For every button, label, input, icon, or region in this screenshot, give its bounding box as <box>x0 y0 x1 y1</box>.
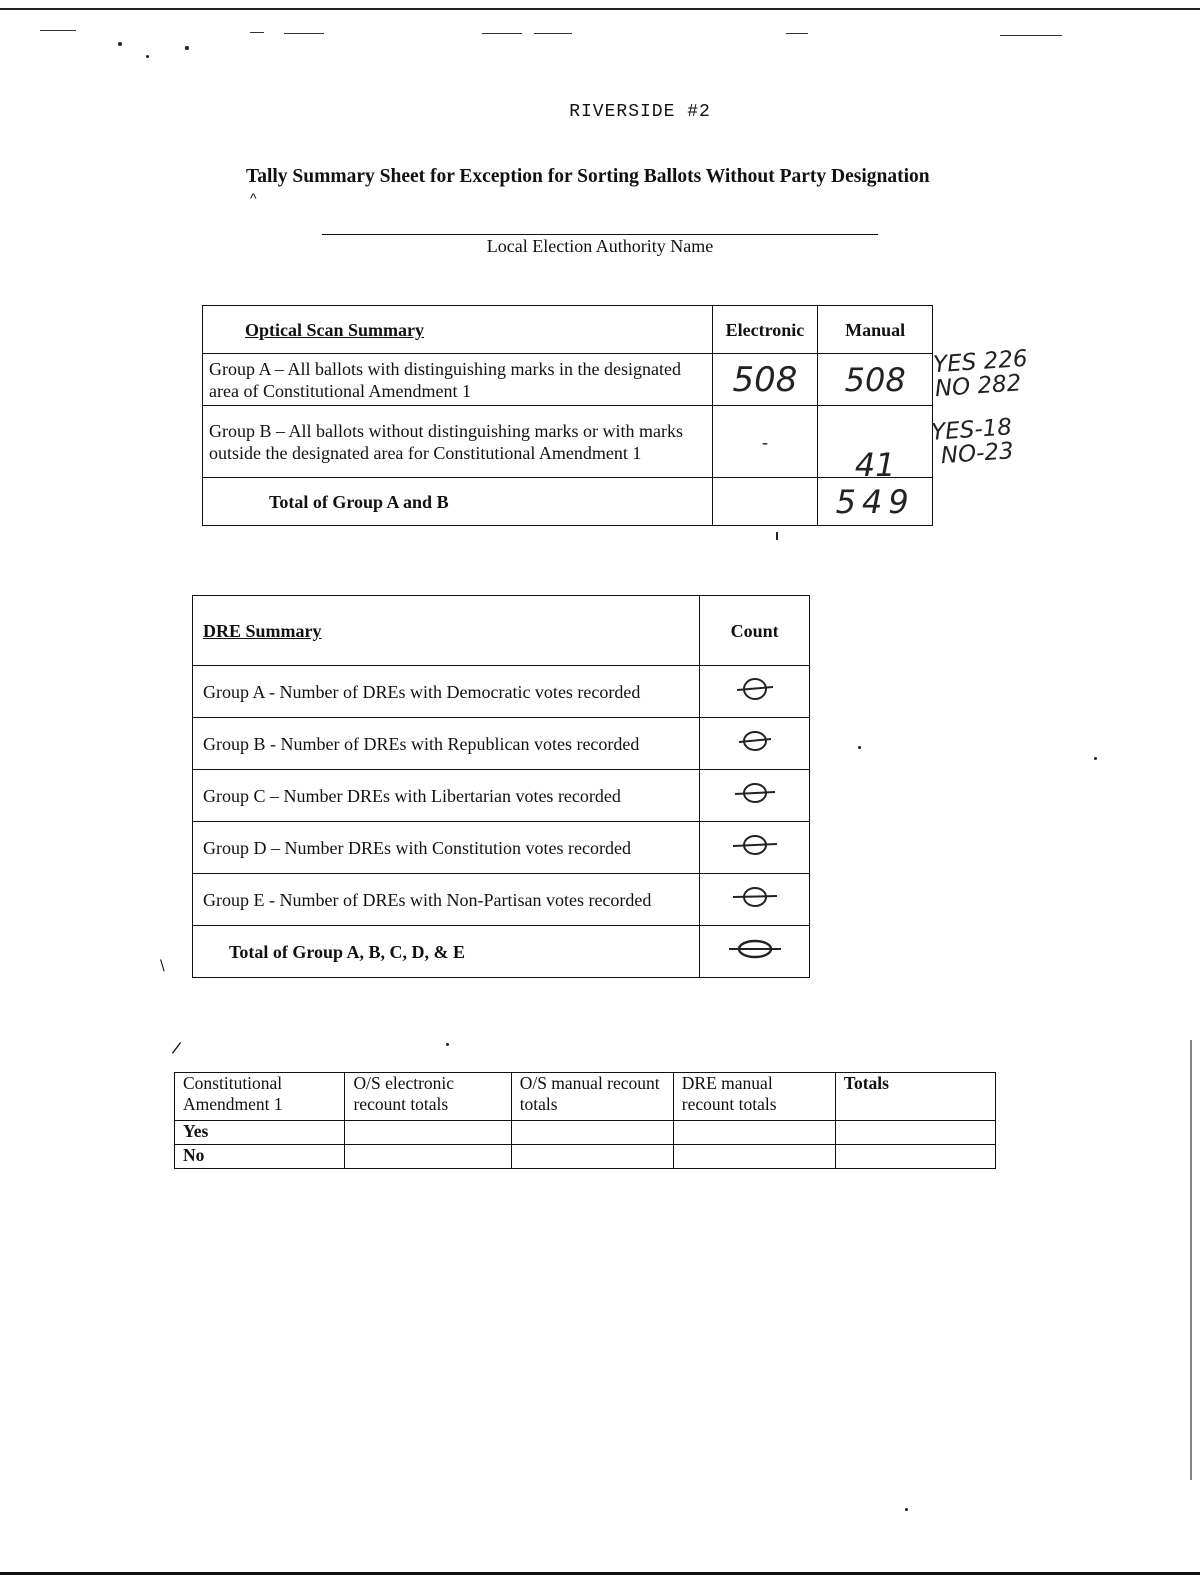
no-dre-manual-cell <box>673 1145 835 1169</box>
slashed-zero-mark <box>725 674 785 704</box>
slashed-zero-mark <box>725 830 785 860</box>
totals-column-header: Totals <box>835 1073 995 1121</box>
yes-totals-cell <box>835 1121 995 1145</box>
dre-group-d-count <box>700 822 810 874</box>
scan-artifact: \ <box>160 958 165 974</box>
table-row <box>193 718 810 770</box>
scan-artifact <box>284 33 324 34</box>
table-row <box>203 406 933 478</box>
note-no-b: NO-23 <box>940 438 1015 470</box>
no-os-electronic-cell <box>345 1145 511 1169</box>
scan-speck <box>1094 757 1097 760</box>
table-row <box>193 770 810 822</box>
table-row <box>175 1145 996 1169</box>
group-a-electronic: 508 <box>712 354 818 406</box>
dre-total-label: Total of Group A, B, C, D, & E <box>193 926 700 978</box>
yes-dre-manual-cell <box>673 1121 835 1145</box>
note-yes-a: YES 226 <box>932 345 1029 379</box>
group-b-label: Group B – All ballots without distinguishing marks or with marks outside the designated area for Constitutional Amendment 1 <box>203 406 713 478</box>
scan-edge-top <box>0 8 1200 10</box>
dre-group-c-count <box>700 770 810 822</box>
authority-signature-line <box>322 234 878 235</box>
optical-scan-table <box>202 305 933 526</box>
optical-scan-header <box>203 306 713 354</box>
group-a-label: Group A – All ballots with distinguishing marks in the designated area of Constitutional Amendment 1 <box>203 354 713 406</box>
page-header: RIVERSIDE #2 <box>569 102 711 122</box>
scan-edge-bottom <box>0 1572 1200 1575</box>
note-no-a: NO 282 <box>934 370 1023 403</box>
total-a-b-label: Total of Group A and B <box>203 478 713 526</box>
dre-summary-table <box>192 595 810 978</box>
yes-os-manual-cell <box>511 1121 673 1145</box>
dre-total-count <box>700 926 810 978</box>
margin-note-group-a <box>932 347 1030 401</box>
dre-group-e-label-text: Group E - Number of DREs with Non-Partisan votes recorded <box>203 889 652 910</box>
scan-speck <box>858 746 861 749</box>
dre-summary-header-text: DRE Summary <box>203 620 322 641</box>
yes-os-electronic-cell <box>345 1121 511 1145</box>
dre-group-b-count <box>700 718 810 770</box>
scan-edge-right <box>1190 1040 1192 1480</box>
os-manual-column-header: O/S manual recount totals <box>511 1073 673 1121</box>
table-total-row <box>203 478 933 526</box>
group-a-manual: 508 <box>818 354 933 406</box>
scan-speck <box>905 1508 908 1511</box>
dre-group-e-count <box>700 874 810 926</box>
scan-speck <box>146 55 149 58</box>
no-totals-cell <box>835 1145 995 1169</box>
table-row <box>175 1121 996 1145</box>
scan-artifact <box>40 30 76 31</box>
dre-group-c-label: Group C – Number DREs with Libertarian votes recorded <box>193 770 700 822</box>
table-total-row <box>193 926 810 978</box>
table-header-row <box>193 596 810 666</box>
scan-artifact <box>250 32 264 33</box>
table-header-row <box>203 306 933 354</box>
yes-row-label: Yes <box>175 1121 345 1145</box>
table-row <box>193 874 810 926</box>
dre-group-b-label: Group B - Number of DREs with Republican votes recorded <box>193 718 700 770</box>
scan-artifact <box>534 33 572 34</box>
slashed-zero-mark <box>725 882 785 912</box>
no-row-label: No <box>175 1145 345 1169</box>
margin-note-group-b <box>930 415 1014 469</box>
dre-group-d-label: Group D – Number DREs with Constitution votes recorded <box>193 822 700 874</box>
dre-manual-column-header: DRE manual recount totals <box>673 1073 835 1121</box>
scan-speck <box>185 46 189 50</box>
table-row <box>203 354 933 406</box>
dre-group-a-label: Group A - Number of DREs with Democratic votes recorded <box>193 666 700 718</box>
slashed-zero-mark <box>725 726 785 756</box>
table-row <box>193 666 810 718</box>
total-a-b-electronic <box>712 478 818 526</box>
scan-speck <box>776 532 778 540</box>
authority-label: Local Election Authority Name <box>486 236 714 256</box>
sheet-title: Tally Summary Sheet for Exception for Sorting Ballots Without Party Designation <box>246 166 930 187</box>
scan-artifact <box>786 33 808 34</box>
scan-speck <box>118 42 122 46</box>
table-row <box>193 822 810 874</box>
scan-artifact <box>482 33 522 34</box>
dre-group-e-label <box>193 874 700 926</box>
slashed-zero-mark <box>725 778 785 808</box>
scan-artifact <box>1000 35 1062 36</box>
optical-scan-header-text: Optical Scan Summary <box>245 319 425 340</box>
scan-speck <box>446 1043 449 1046</box>
slashed-zero-mark <box>725 934 785 964</box>
check-mark: / <box>170 1037 183 1058</box>
dre-summary-header <box>193 596 700 666</box>
no-os-manual-cell <box>511 1145 673 1169</box>
total-a-b-manual: 549 <box>818 478 933 526</box>
electronic-column-header: Electronic <box>712 306 818 354</box>
caret-mark: ^ <box>250 190 257 206</box>
group-b-electronic: - <box>712 406 818 478</box>
manual-column-header: Manual <box>818 306 933 354</box>
amendment-recount-table <box>174 1072 996 1169</box>
table-header-row <box>175 1073 996 1121</box>
os-electronic-column-header: O/S electronic recount totals <box>345 1073 511 1121</box>
amendment-column-header: Constitutional Amendment 1 <box>175 1073 345 1121</box>
dre-group-a-count <box>700 666 810 718</box>
note-yes-b: YES-18 <box>930 414 1013 446</box>
count-column-header: Count <box>700 596 810 666</box>
group-b-manual: 41 <box>818 406 933 478</box>
